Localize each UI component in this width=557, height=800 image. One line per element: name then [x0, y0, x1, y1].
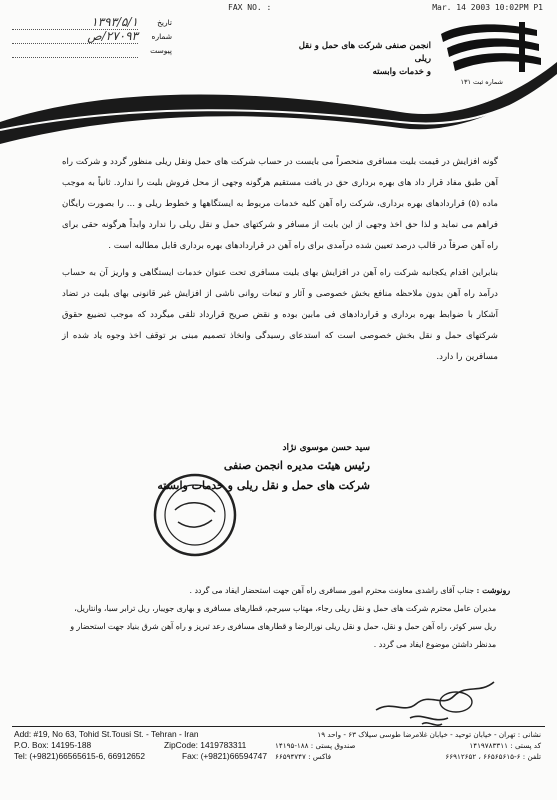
footer-fa-address: نشانی : تهران - خیابان توحید - خیابان غلامرضا طوسی سیلاک ۶۳ - واحد ۱۹: [317, 730, 541, 739]
meta-number-value: ۲۷۰۹۳/ص: [87, 29, 138, 43]
footer-divider: [12, 726, 545, 727]
cc-item-1-text: جناب آقای راشدی معاونت محترم امور مسافری راه آهن جهت استحضار ایفاد می گردد .: [189, 586, 474, 595]
meta-date-value: ۱۳۹۳/۵/۱: [91, 15, 138, 29]
footer-en-pobox: P.O. Box: 14195-188: [14, 740, 92, 750]
body-paragraph-1: گونه افزایش در قیمت بلیت مسافری منحصراً می بایست در حساب شرکت های حمل ونقل ریلی منظور گردد و شرکت راه آهن طبق مفاد قرار داد های بهره برداری حق در یافت مستقیم هرگونه وجهی از محل فروش بلیت را ندارد. ثانیاً به موجب ماده (۵) قراردادهای بهره برداری، شرکت راه آهن کلیه خدمات مربوط به ایستگاهها و خطوط ریلی و ... را بصورت رایگان فراهم می نماید و لذا حق اخذ وجهی از این بابت از مسافر و شرکتهای حمل و نقل ریلی را ندارد وابداً هرگونه حقی برای راه آهن صرفاً در قالب درصد تعیین شده درآمدی برای راه آهن در قراردادهای بهره برداری قابل مطالبه است .: [62, 157, 498, 251]
fax-number-label: FAX NO. :: [228, 3, 272, 12]
meta-date-label: تاریخ: [157, 18, 172, 27]
footer-fa-zipcode: کد پستی : ۱۴۱۹۷۸۳۳۱۱: [469, 741, 541, 750]
body-paragraph-2: بنابراین اقدام یکجانبه شرکت راه آهن در افزایش بهای بلیت مسافری تحت عنوان خدمات ایستگاهی و واریز آن به حساب درآمد راه آهن بدون ملاحظه منافع بخش خصوصی و آثار و تبعات روانی ناشی از افزایش غیر قانونی بهای بلیت در تضاد آشکار با ضوابط بهره برداری و قراردادهای فی مابین بوده و نقض صریح قرارداد تلقی میگردد که موجب تضییع حقوق شرکتهای حمل و نقل بخش خصوصی است که استدعای رسیدگی وانخاذ تصمیم مبنی بر توقف اخذ وجوه یاد شده از مسافرین را دارد.: [62, 268, 498, 362]
footer-english-contact: [14, 729, 274, 762]
letterhead-swoosh-divider: [0, 52, 557, 152]
fax-date-time: Mar. 14 2003 10:02PM P1: [432, 3, 543, 12]
footer-en-row2: [14, 740, 274, 751]
footer-en-fax: Fax: (+9821)66594747: [182, 751, 267, 761]
cc-label: رونوشت :: [476, 586, 510, 595]
signatory-name: سید حسن موسوی نژاد: [282, 443, 370, 453]
meta-number-label: شماره: [151, 32, 172, 41]
footer-en-zipcode: ZipCode: 1419783311: [164, 740, 247, 750]
footer-en-row3: [14, 751, 274, 762]
footer-en-address: Add: #19, No 63, Tohid St.Tousi St. - Tehran - Iran: [14, 729, 199, 739]
letter-body: [62, 152, 498, 374]
signatory-title-line2: شرکت های حمل و نقل ریلی و خدمات وابسته: [157, 479, 370, 492]
organization-name-line1: انجمن صنفی شرکت های حمل و نقل ریلی: [298, 41, 431, 64]
cc-item-1: [62, 582, 510, 600]
footer-fa-pobox: صندوق پستی : ۱۸۸-۱۴۱۹۵: [275, 741, 356, 750]
handwritten-note-signature: [370, 674, 500, 732]
carbon-copy-section: [62, 582, 510, 654]
signature-block: [130, 440, 370, 496]
footer-en-tel: Tel: (+9821)66565615-6, 66912652: [14, 751, 146, 761]
organization-name-line2: و خدمات وابسته: [372, 67, 431, 77]
footer-fa-fax: فاکس : ۶۶۵۹۴۷۴۷: [275, 752, 332, 761]
footer-fa-row2: [271, 740, 541, 751]
footer-fa-row3: [271, 751, 541, 762]
fax-header-line: [0, 2, 557, 14]
meta-number-line: [12, 43, 138, 44]
registration-number: شماره ثبت ۱۳۱: [460, 78, 503, 86]
meta-attachment-label: پیوست: [150, 46, 172, 55]
footer-persian-contact: [271, 729, 541, 762]
footer-fa-tel: تلفن : ۶-۶۶۵۶۵۶۱۵ ، ۶۶۹۱۲۶۵۲: [445, 752, 541, 761]
meta-number-row: [12, 29, 172, 46]
signatory-title-line1: رئیس هیئت مدیره انجمن صنفی: [223, 459, 370, 472]
cc-item-2: مدیران عامل محترم شرکت های حمل و نقل ریلی رجاء، مهتاب سیرجم، قطارهای مسافری و بهاری جویبار، ریل ترابر سبا، وانتاریل، ریل سیر کوثر، راه آهن حمل و نقل، حمل و نقل ریلی نورالرضا و قطارهای مسافری رعد تبریز و راه آهن شرق بنیاد جهت استحضار و مدنظر داشتن موضوع ایفاد می گردد .: [70, 604, 496, 649]
